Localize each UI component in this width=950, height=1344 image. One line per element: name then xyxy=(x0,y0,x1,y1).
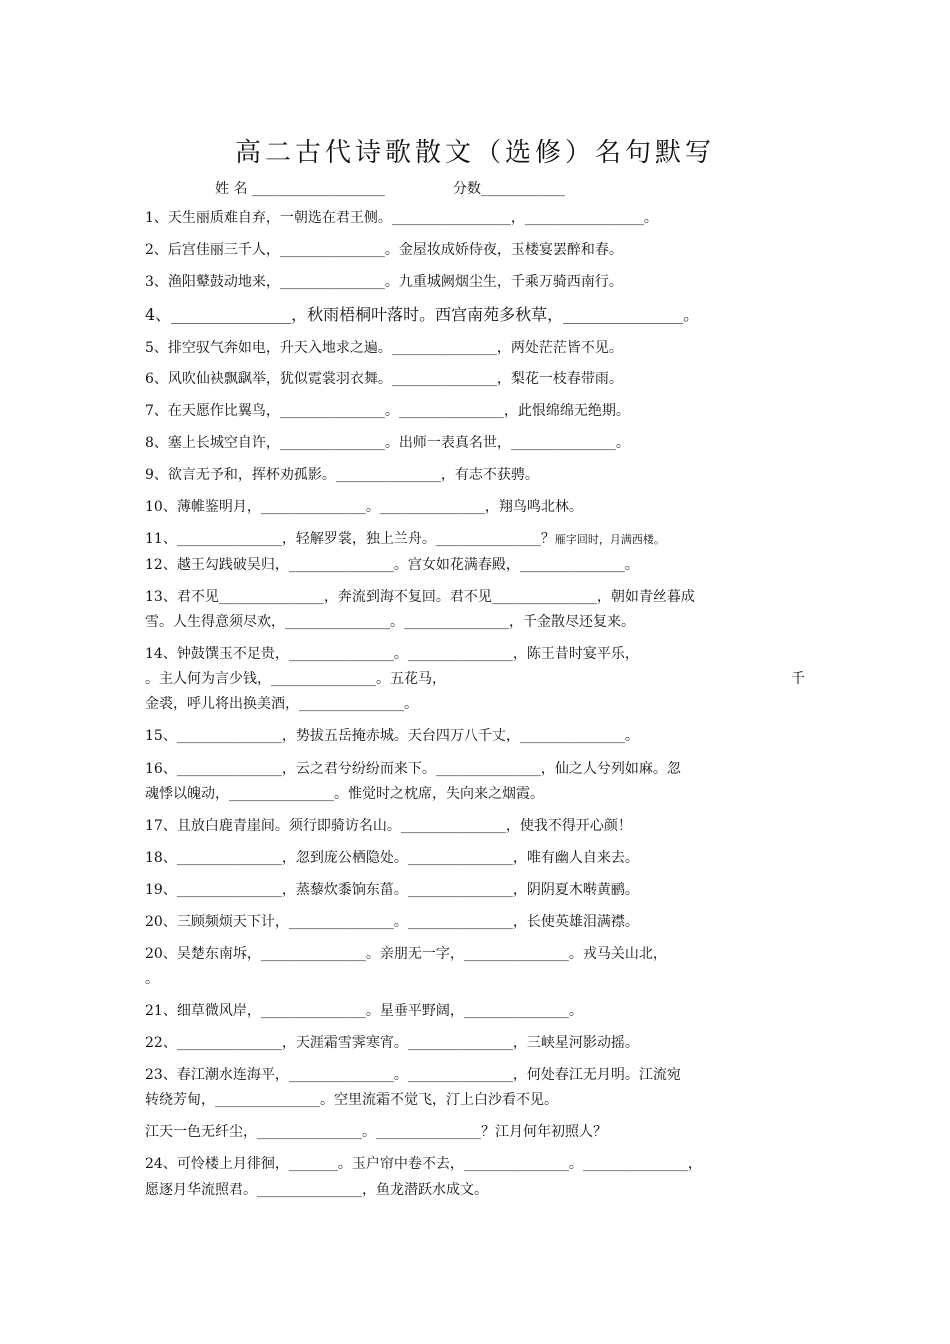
question-line: 2、后宫佳丽三千人，_______________。金屋妆成娇侍夜，玉楼宴罢醉和春。 xyxy=(145,242,623,258)
question-text: 。主人何为言少钱，_______________。五花马， xyxy=(145,671,446,687)
question-line: 21、细草微风岸，_______________。星垂平野阔，_______________。 xyxy=(145,1003,583,1019)
name-blank[interactable]: ___________________ xyxy=(251,181,385,197)
question-line: 16、_______________，云之君兮纷纷而来下。_______________，仙之人兮列如麻。忽 xyxy=(145,761,681,777)
question-text: 11、_______________，轻解罗裳，独上兰舟。_______________？ xyxy=(145,531,555,547)
question-line: 10、薄帷鉴明月，_______________。_______________，翔鸟鸣北林。 xyxy=(145,499,583,515)
question-line: 金裘，呼儿将出换美酒，_______________。 xyxy=(145,696,418,712)
question-line: 12、越王勾践破吴归，_______________。宫女如花满春殿，_______________。 xyxy=(145,557,639,573)
question-line: 1、天生丽质难自弃，一朝选在君王侧。_________________，_________________。 xyxy=(145,210,658,226)
question-line: 江天一色无纤尘，_______________。_______________？江月何年初照人？ xyxy=(145,1124,607,1140)
question-line: 15、_______________，势拔五岳掩赤城。天台四万八千丈，_______________。 xyxy=(145,728,639,744)
question-line: 20、三顾频烦天下计，_______________。_______________，长使英雄泪满襟。 xyxy=(145,914,639,930)
question-note: 雁字回时，月满西楼。 xyxy=(554,533,665,546)
score-label: 分数 xyxy=(452,181,481,197)
question-line: 18、_______________，忽到庞公栖隐处。_______________，唯有幽人自来去。 xyxy=(145,850,639,866)
question-line: 22、_______________，天涯霜雪霁寒宵。_______________，三峡星河影动摇。 xyxy=(145,1035,639,1051)
question-line: 4、_______________，秋雨梧桐叶落时。西宫南苑多秋草，_______________。 xyxy=(145,305,700,324)
question-line: 17、且放白鹿青崖间。须行即骑访名山。_______________，使我不得开心颜！ xyxy=(145,818,632,834)
question-line: 雪。人生得意须尽欢，_______________。_______________，千金散尽还复来。 xyxy=(145,614,635,630)
score-blank[interactable]: ____________ xyxy=(480,181,565,197)
question-text: 千 xyxy=(791,671,805,687)
question-line: 13、君不见_______________，奔流到海不复回。君不见_______________，朝如青丝暮成 xyxy=(145,589,695,605)
name-label: 姓 名 xyxy=(215,181,252,197)
question-line: 8、塞上长城空自许，_______________。出师一表真名世，_______________。 xyxy=(145,435,630,451)
question-line: 24、可怜楼上月徘徊，_______。玉户帘中卷不去，_______________。_______________， xyxy=(145,1156,702,1172)
question-line: 6、风吹仙袂飘飖举，犹似霓裳羽衣舞。_______________，梨花一枝春带雨。 xyxy=(145,371,623,387)
question-line xyxy=(145,669,805,689)
question-line: 3、渔阳鼙鼓动地来，_______________。九重城阙烟尘生，千乘万骑西南行。 xyxy=(145,274,623,290)
question-line: 7、在天愿作比翼鸟，_______________。_______________，此恨绵绵无绝期。 xyxy=(145,403,630,419)
question-line: 23、春江潮水连海平，_______________。_______________，何处春江无月明。江流宛 xyxy=(145,1067,681,1083)
question-line: 20、吴楚东南坼，_______________。亲朋无一字，_______________。戎马关山北， xyxy=(145,946,667,962)
question-line: 19、_______________，蒸藜炊黍饷东菑。_______________，阴阴夏木啭黄鹂。 xyxy=(145,882,639,898)
question-line: 14、钟鼓馔玉不足贵，_______________。_______________，陈王昔时宴平乐， xyxy=(145,646,639,662)
question-line: 5、排空驭气奔如电，升天入地求之遍。_______________，两处茫茫皆不见。 xyxy=(145,340,623,356)
question-line: 9、欲言无予和，挥杯劝孤影。_______________，有志不获骋。 xyxy=(145,467,539,483)
student-info xyxy=(215,178,565,198)
question-line xyxy=(145,529,665,550)
question-line: 转绕芳甸，_______________。空里流霜不觉飞，汀上白沙看不见。 xyxy=(145,1092,558,1108)
question-line: 。 xyxy=(145,971,159,987)
page-title: 高二古代诗歌散文（选修）名句默写 xyxy=(234,138,715,168)
question-line: 愿逐月华流照君。_______________，鱼龙潜跃水成文。 xyxy=(145,1182,488,1198)
question-line: 魂悸以魄动，_______________。惟觉时之枕席，失向来之烟霞。 xyxy=(145,786,544,802)
